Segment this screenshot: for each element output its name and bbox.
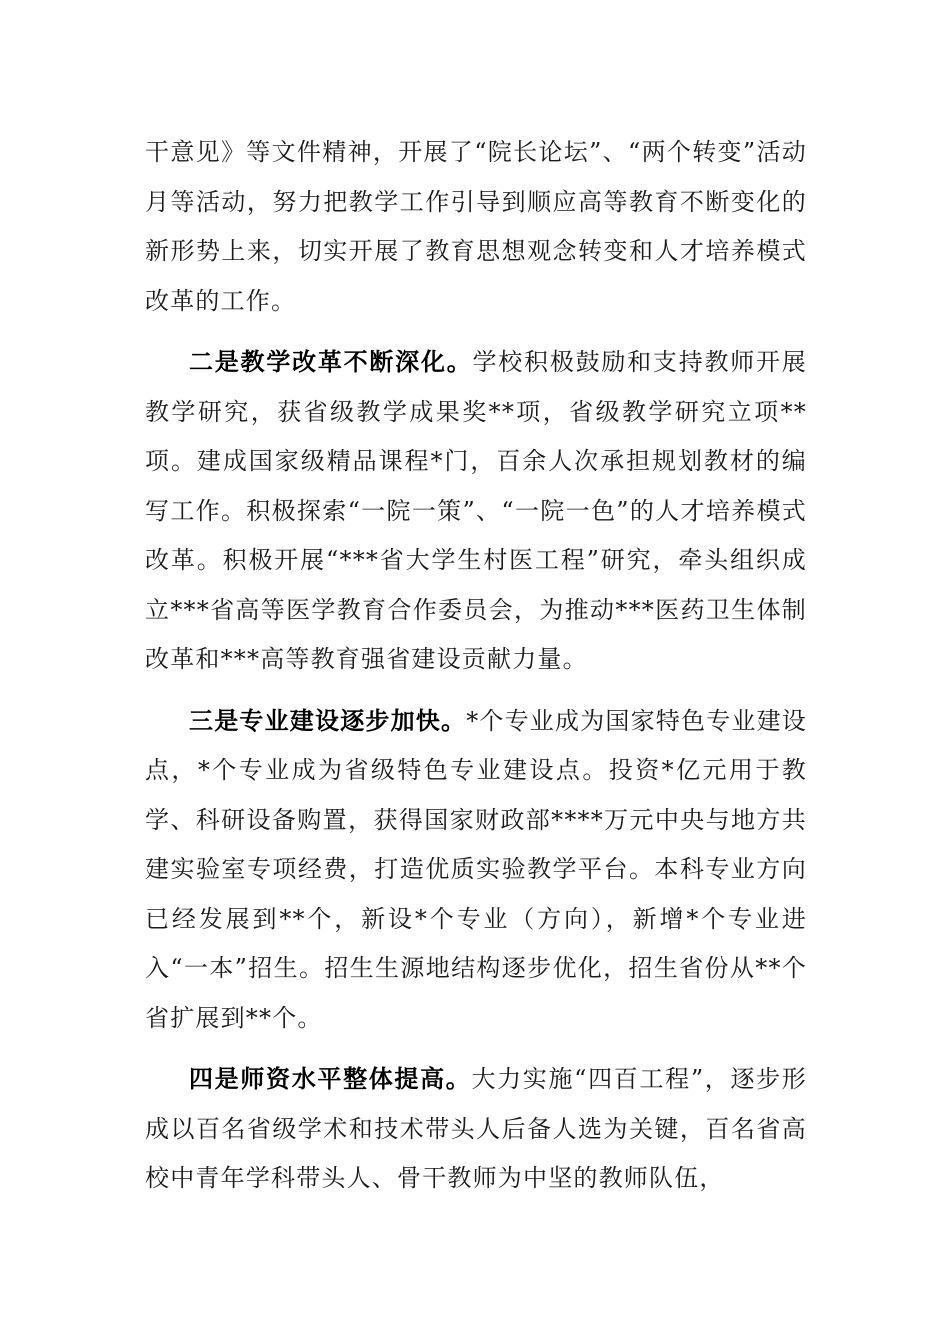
paragraph-heading: 二是教学改革不断深化。: [189, 348, 473, 376]
paragraph-faculty-level: [145, 1055, 807, 1204]
paragraph-text: 干意见》等文件精神，开展了“院长论坛”、“两个转变”活动月等活动，努力把教学工作引导到顺应高等教育不断变化的新形势上来，切实开展了教育思想观念转变和人才培养模式改革的工作。: [145, 138, 807, 315]
paragraph-heading: 四是师资水平整体提高。: [189, 1065, 472, 1093]
paragraph-text: 学校积极鼓励和支持教师开展教学研究，获省级教学成果奖**项，省级教学研究立项**项。建成国家级精品课程*门，百余人次承担规划教材的编写工作。积极探索“一院一策”、“一院一色”的人才培养模式改革。积极开展“***省大学生村医工程”研究，牵头组织成立***省高等医学教育合作委员会，为推动***医药卫生体制改革和***高等教育强省建设贡献力量。: [145, 348, 807, 673]
document-body: [145, 128, 807, 1204]
paragraph-text: 大力实施“四百工程”，逐步形成以百名省级学术和技术带头人后备人选为关键，百名省高校中青年学科带头人、骨干教师为中坚的教师队伍，: [145, 1065, 807, 1192]
paragraph-continuation: [145, 128, 807, 326]
paragraph-teaching-reform: [145, 338, 807, 685]
paragraph-text: *个专业成为国家特色专业建设点，*个专业成为省级特色专业建设点。投资*亿元用于教学、科研设备购置，获得国家财政部****万元中央与地方共建实验室专项经费，打造优质实验教学平台。本科专业方向已经发展到**个，新设*个专业（方向），新增*个专业进入“一本”招生。招生生源地结构逐步优化，招生省份从**个省扩展到**个。: [145, 706, 808, 1032]
paragraph-heading: 三是专业建设逐步加快。: [189, 706, 467, 735]
paragraph-major-construction: [145, 697, 807, 1044]
